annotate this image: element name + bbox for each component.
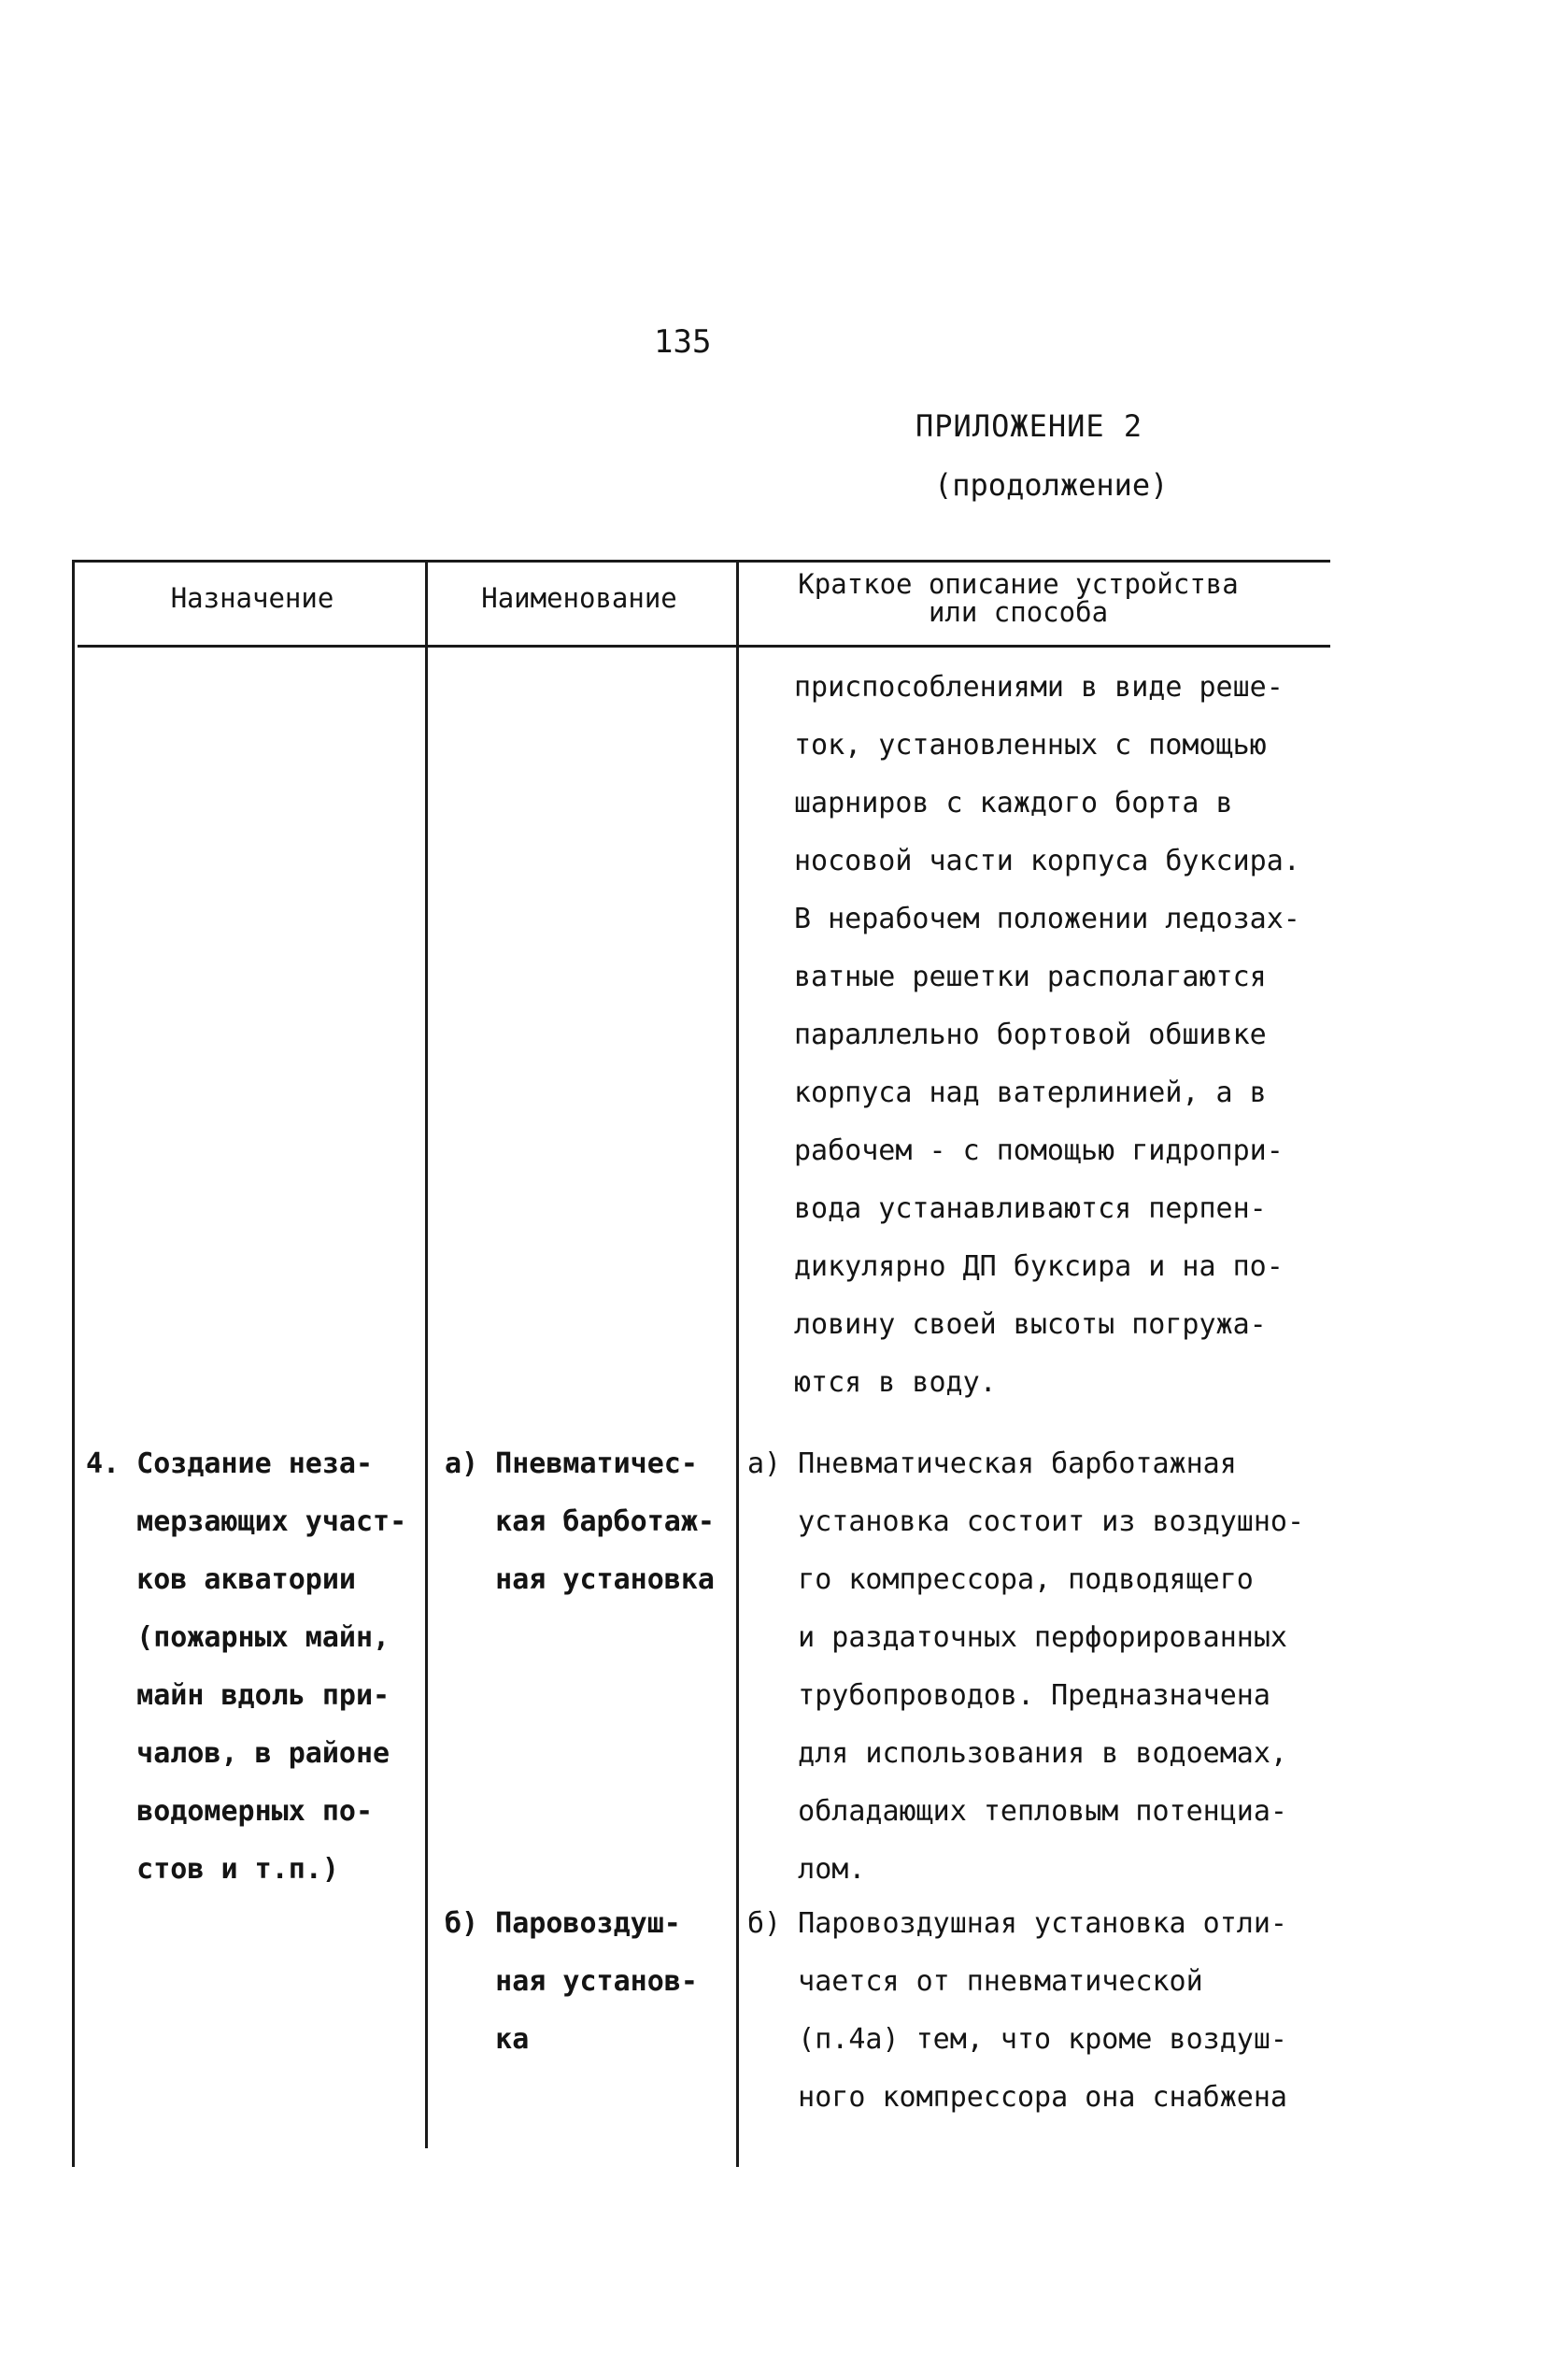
table-column-divider-2 — [736, 560, 739, 2167]
header-description: Краткое описание устройства или способа — [798, 568, 1239, 628]
appendix-title: ПРИЛОЖЕНИЕ 2 — [915, 408, 1143, 444]
row4-item-a-name: а) Пневматичес- кая барботаж- ная установка — [445, 1447, 715, 1596]
row4-item-a-description: а) Пневматическая барботажная установка состоит из воздушно- го компрессора, подводящего и раздаточных перфорированных трубопроводов. Предназначена для использования в водоемах, обладающих тепловым потенциа- лом. — [747, 1447, 1305, 1886]
table-column-divider-1 — [425, 560, 428, 2148]
table-left-border — [72, 560, 75, 2167]
header-purpose: Назначение — [170, 582, 334, 614]
row4-item-b-description: б) Паровоздушная установка отли- чается от пневматической (п.4а) тем, что кроме воздуш- ного компрессора она снабжена — [747, 1907, 1287, 2114]
table-header-rule — [78, 645, 1330, 648]
appendix-subtitle: (продолжение) — [934, 467, 1169, 503]
page-number: 135 — [654, 323, 712, 361]
table-top-rule — [72, 560, 1330, 563]
continuation-description: приспособлениями в виде реше- ток, установленных с помощью шарниров с каждого борта в носовой части корпуса буксира. В нерабочем положении ледозах- ватные решетки располагаются параллельно бортовой обшивке корпуса над ватерлинией, а в рабочем - с помощью гидропри- вода устанавливаются перпен- дикулярно ДП буксира и на по- ловину своей высоты погружа- ются в воду. — [794, 671, 1300, 1399]
row4-purpose: 4. Создание неза- мерзающих участ- ков акватории (пожарных майн, майн вдоль при- чалов, в районе водомерных по- стов и т.п.) — [86, 1447, 407, 1886]
row4-item-b-name: б) Паровоздуш- ная установ- ка — [445, 1907, 698, 2056]
header-name: Наименование — [481, 582, 677, 614]
